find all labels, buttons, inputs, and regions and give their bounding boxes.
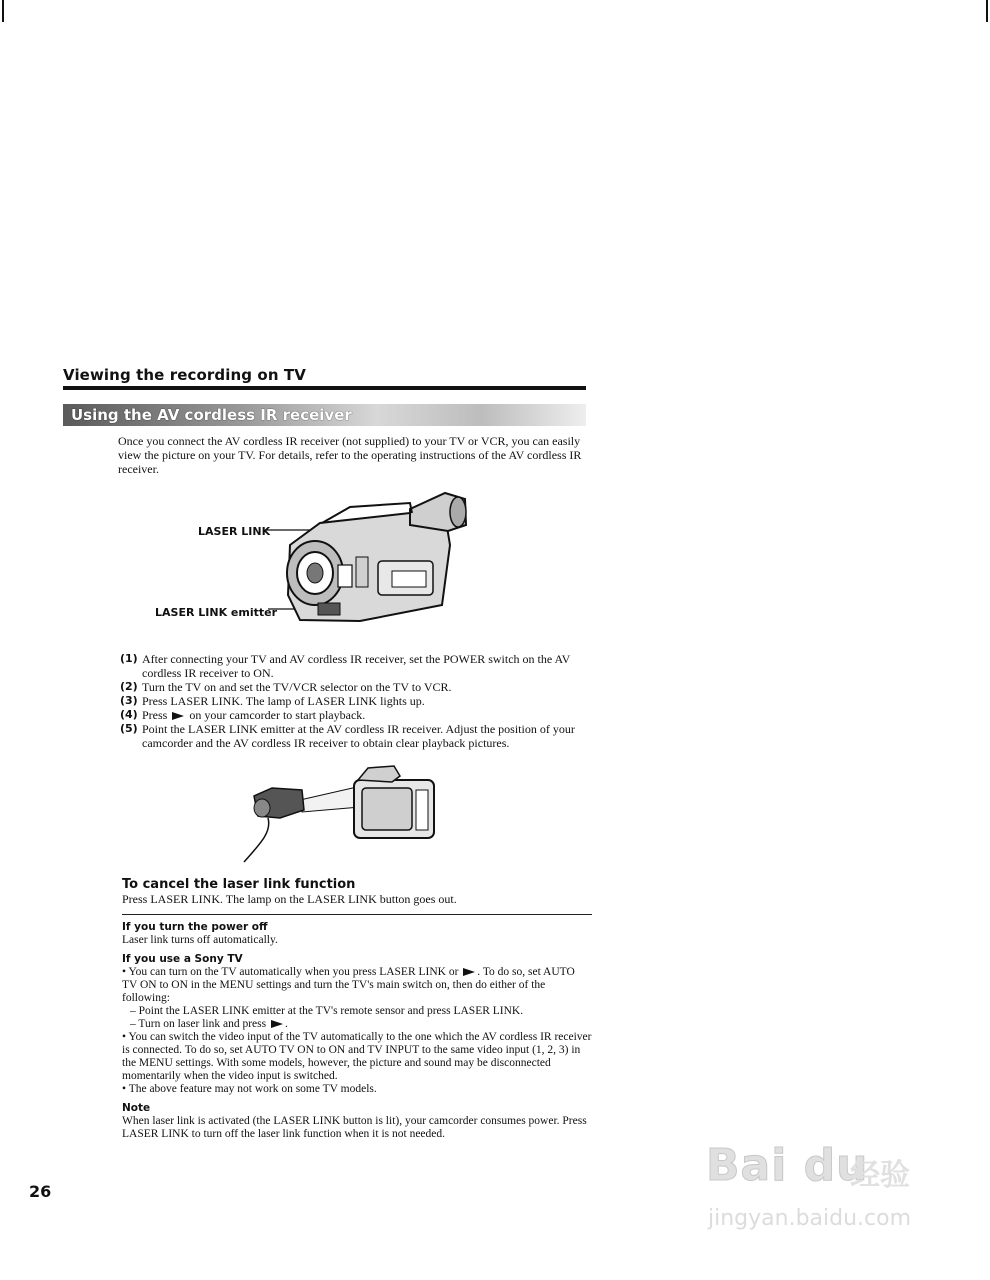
sony-tv-bullet-2: • You can switch the video input of the TV automatically to the one which the AV cordless IR receiver is connected. To do so, set AUTO TV ON to ON and TV INPUT to the same video input (1, 2, 3) in the MENU settings. With some models, however, the picture and sound may be disconnected momentarily when the video input is switched. [122, 1031, 592, 1082]
dash-text-before: – Turn on laser link and press [130, 1018, 267, 1030]
watermark-logo: Bai du [706, 1140, 869, 1191]
step-text: Point the LASER LINK emitter at the AV cordless IR receiver. Adjust the position of your camcorder and the AV cordless IR receiver to obtain clear playback pictures. [142, 722, 575, 750]
power-off-heading: If you turn the power off [122, 921, 268, 933]
steps-list [120, 652, 600, 750]
step-2 [120, 680, 600, 694]
step-text-before: Press [142, 708, 168, 722]
power-off-text: Laser link turns off automatically. [122, 934, 278, 946]
step-number: (1) [120, 652, 138, 665]
section-rule [63, 386, 586, 390]
sony-tv-dash-2 [122, 1018, 592, 1031]
subsection-banner [63, 404, 586, 426]
sony-tv-dash-1: – Point the LASER LINK emitter at the TV's remote sensor and press LASER LINK. [130, 1005, 524, 1017]
intro-paragraph: Once you connect the AV cordless IR receiver (not supplied) to your TV or VCR, you can easily view the picture on your TV. For details, refer to the operating instructions of the AV cordless IR receiver. [118, 434, 582, 476]
step-5 [120, 722, 600, 750]
step-text: After connecting your TV and AV cordless IR receiver, set the POWER switch on the AV cordless IR receiver to ON. [142, 652, 571, 680]
step-number: (5) [120, 722, 138, 735]
play-arrow-icon [271, 1020, 283, 1028]
baidu-watermark [700, 1140, 940, 1240]
play-arrow-icon [172, 712, 184, 720]
step-4 [120, 708, 600, 722]
sony-tv-bullet-1 [122, 966, 592, 1005]
step-text: Turn the TV on and set the TV/VCR selector on the TV to VCR. [142, 680, 452, 694]
step-3 [120, 694, 600, 708]
scan-edge-mark-right [986, 0, 988, 22]
notes-rule [122, 914, 592, 915]
scan-edge-mark-left [2, 0, 4, 22]
cancel-text: Press LASER LINK. The lamp on the LASER LINK button goes out. [122, 892, 457, 906]
page-number: 26 [29, 1182, 52, 1201]
section-title: Viewing the recording on TV [63, 366, 306, 384]
note-heading: Note [122, 1102, 151, 1114]
bullet-text-before: • You can turn on the TV automatically when you press LASER LINK or [122, 966, 459, 978]
watermark-chinese: 经验 [850, 1158, 910, 1193]
dash-text-after: . [284, 1018, 288, 1030]
sony-tv-heading: If you use a Sony TV [122, 953, 243, 965]
label-laser-link-emitter: LASER LINK emitter [155, 606, 278, 619]
bullet-text-after: . To do so, set AUTO TV ON to ON in the MENU settings and turn the TV's main switch on, then do either of the following: [122, 966, 575, 1004]
label-laser-link: LASER LINK [198, 525, 271, 538]
step-text: Press LASER LINK. The lamp of LASER LINK lights up. [142, 694, 425, 708]
watermark-url: jingyan.baidu.com [708, 1206, 912, 1231]
play-arrow-icon [463, 968, 475, 976]
note-text: When laser link is activated (the LASER LINK button is lit), your camcorder consumes power. Press LASER LINK to turn off the laser link function when it is not needed. [122, 1115, 587, 1140]
camcorder-illustration [260, 485, 480, 640]
step-number: (4) [120, 708, 138, 721]
subsection-title: Using the AV cordless IR receiver [71, 406, 352, 424]
camcorder-tv-illustration [232, 762, 442, 867]
step-text-after: on your camcorder to start playback. [189, 708, 366, 722]
sony-tv-bullet-3: • The above feature may not work on some TV models. [122, 1083, 377, 1095]
step-1 [120, 652, 600, 680]
notes-block [122, 921, 592, 1141]
step-number: (3) [120, 694, 138, 707]
step-number: (2) [120, 680, 138, 693]
cancel-heading: To cancel the laser link function [122, 877, 356, 892]
